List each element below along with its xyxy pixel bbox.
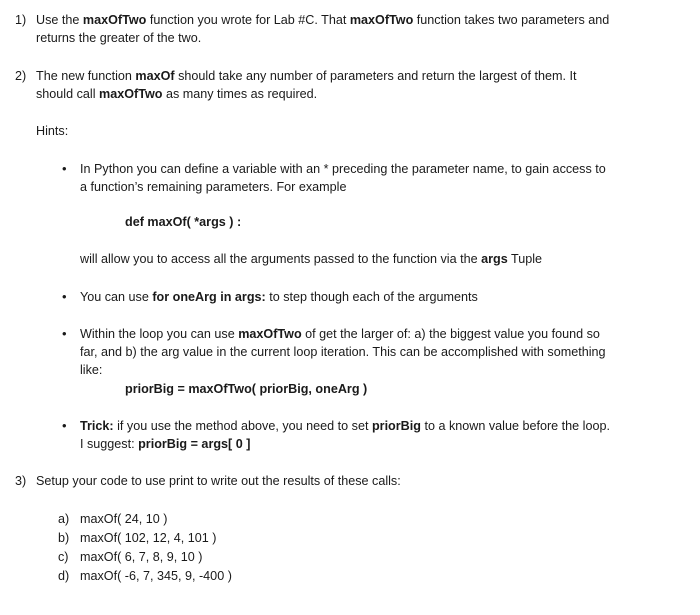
- item-1-number: 1): [15, 13, 27, 27]
- bold-term: maxOf: [135, 69, 175, 83]
- call-c-label: c): [58, 550, 69, 564]
- item-3-text: Setup your code to use print to write out the results of these calls:: [36, 474, 401, 488]
- item-1-line-2: returns the greater of the two.: [36, 31, 202, 45]
- hint-3-line-3: like:: [80, 363, 103, 377]
- bullet-icon: •: [62, 326, 67, 341]
- hints-label: Hints:: [36, 124, 69, 138]
- hint-1-line-1: In Python you can define a variable with an * preceding the parameter name, to gain access to: [80, 162, 606, 176]
- text: as many times as required.: [162, 87, 318, 101]
- hint-3-code: priorBig = maxOfTwo( priorBig, oneArg ): [125, 382, 368, 396]
- call-a-label: a): [58, 512, 70, 526]
- bold-term: maxOfTwo: [349, 13, 414, 27]
- text: to step though each of the arguments: [265, 290, 478, 304]
- text: should call: [36, 87, 100, 101]
- hint-1-after: [80, 250, 542, 268]
- item-2-line-1: [36, 67, 576, 85]
- hint-1-code: def maxOf( *args ) :: [125, 215, 242, 229]
- text: should take any number of parameters and return the largest of them. It: [174, 69, 577, 83]
- bold-term: Trick:: [80, 419, 114, 433]
- text: if you use the method above, you need to set: [113, 419, 372, 433]
- item-2-line-2: [36, 85, 317, 103]
- bullet-icon: •: [62, 161, 67, 176]
- call-a: maxOf( 24, 10 ): [80, 512, 168, 526]
- bold-term: maxOfTwo: [82, 13, 147, 27]
- call-d: maxOf( -6, 7, 345, 9, -400 ): [80, 569, 232, 583]
- hint-2-line: [80, 288, 478, 306]
- item-1-line-1: [36, 11, 609, 29]
- item-3-number: 3): [15, 474, 27, 488]
- hint-3-line-1: [80, 325, 600, 343]
- bullet-icon: •: [62, 418, 67, 433]
- hint-4-line-2: [80, 435, 250, 453]
- bold-term: args: [481, 252, 508, 266]
- call-b-label: b): [58, 531, 70, 545]
- call-b: maxOf( 102, 12, 4, 101 ): [80, 531, 217, 545]
- hint-4-line-1: [80, 417, 610, 435]
- text: of get the larger of: a) the biggest value you found so: [301, 327, 600, 341]
- bold-term: maxOfTwo: [99, 87, 163, 101]
- text: The new function: [36, 69, 136, 83]
- text: Tuple: [507, 252, 543, 266]
- bold-term: maxOfTwo: [238, 327, 302, 341]
- text: will allow you to access all the arguments passed to the function via the: [80, 252, 482, 266]
- bullet-icon: •: [62, 289, 67, 304]
- call-d-label: d): [58, 569, 70, 583]
- call-c: maxOf( 6, 7, 8, 9, 10 ): [80, 550, 203, 564]
- hint-1-line-2: a function’s remaining parameters. For example: [80, 180, 347, 194]
- bold-term: priorBig = args[ 0 ]: [138, 437, 251, 451]
- text: Use the: [36, 13, 83, 27]
- bold-term: priorBig: [371, 419, 421, 433]
- text: I suggest:: [80, 437, 139, 451]
- item-2-number: 2): [15, 69, 27, 83]
- bold-term: for oneArg in args:: [152, 290, 266, 304]
- text: You can use: [80, 290, 153, 304]
- text: function you wrote for Lab #C. That: [146, 13, 350, 27]
- text: function takes two parameters and: [413, 13, 610, 27]
- text: Within the loop you can use: [80, 327, 239, 341]
- text: to a known value before the loop.: [420, 419, 610, 433]
- hint-3-line-2: far, and b) the arg value in the current loop iteration. This can be accomplished with something: [80, 345, 606, 359]
